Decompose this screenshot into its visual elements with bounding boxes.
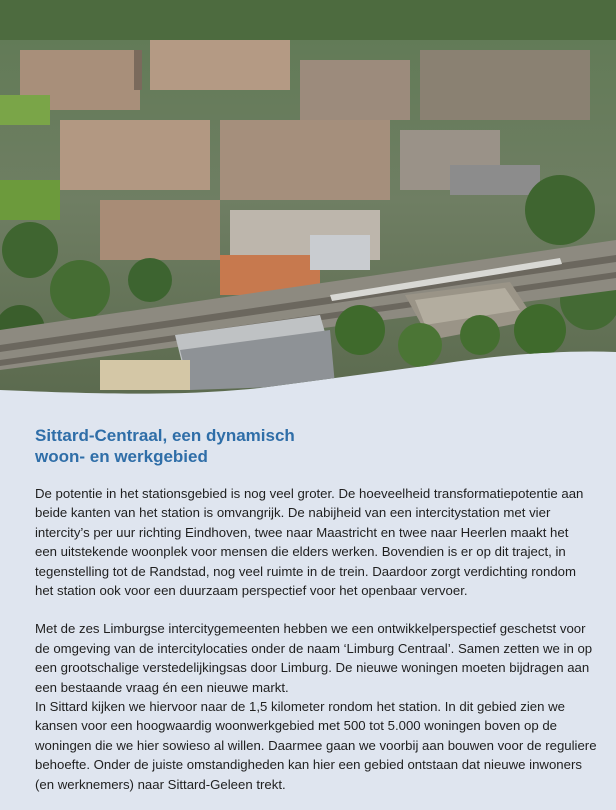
text-line: een uitstekende woonplek voor mensen die elders werken. Bovendien is er op dit traject, in [35,544,566,560]
text-line: kansen voor een hoogwaardig woonwerkgebied met 500 tot 5.000 woningen boven op de [35,718,558,734]
text-line: beide kanten van het station is omvangrijk. De nabijheid van een intercitystation met vier [35,505,551,521]
text-line: (en werknemers) naar Sittard-Geleen trekt. [35,776,286,792]
text-line: tegenstelling tot de Randstad, nog veel ruimte in de trein. Daardoor zorgt verdichting rondom [35,563,576,579]
text-line: behoefte. Onder de juiste omstandigheden kan hier een gebied ontstaan dat nieuwe inwoners [35,757,582,773]
text-line: woningen die we hier sowieso al willen. Daarmee gaan we voorbij aan bouwen voor de reguliere [35,737,597,753]
text-line: het station ook voor een duurzaam perspectief voor het openbaar vervoer. [35,583,468,599]
text-line: een grootschalige verstedelijkingsas door Limburg. De nieuwe woningen moeten bijdragen aan [35,660,590,676]
heading-line: Sittard-Centraal, een dynamisch [35,426,295,445]
text-line: intercity’s per uur richting Eindhoven, twee naar Maastricht en twee naar Heerlen maakt het [35,524,569,540]
paragraph-1 [35,484,595,600]
text-line: De potentie in het stationsgebied is nog veel groter. De hoeveelheid transformatiepotentie aan [35,486,584,501]
text-line: Met de zes Limburgse intercitygemeenten hebben we een ontwikkelperspectief geschetst voor [35,621,586,637]
paragraph-2 [35,619,595,794]
text-line: een bestaande vraag én een nieuwe markt. [35,679,289,695]
section-heading [35,425,595,467]
paragraph-gap [35,600,595,619]
text-line: In Sittard kijken we hiervoor naar de 1,5 kilometer rondom het station. In dit gebied zien we [35,699,565,715]
heading-line: woon- en werkgebied [35,447,208,466]
article [35,425,595,794]
text-line: de omgeving van de intercitylocaties onder de naam ‘Limburg Centraal’. Samen zetten we in op [35,640,593,656]
aerial-city-photo [0,0,616,400]
